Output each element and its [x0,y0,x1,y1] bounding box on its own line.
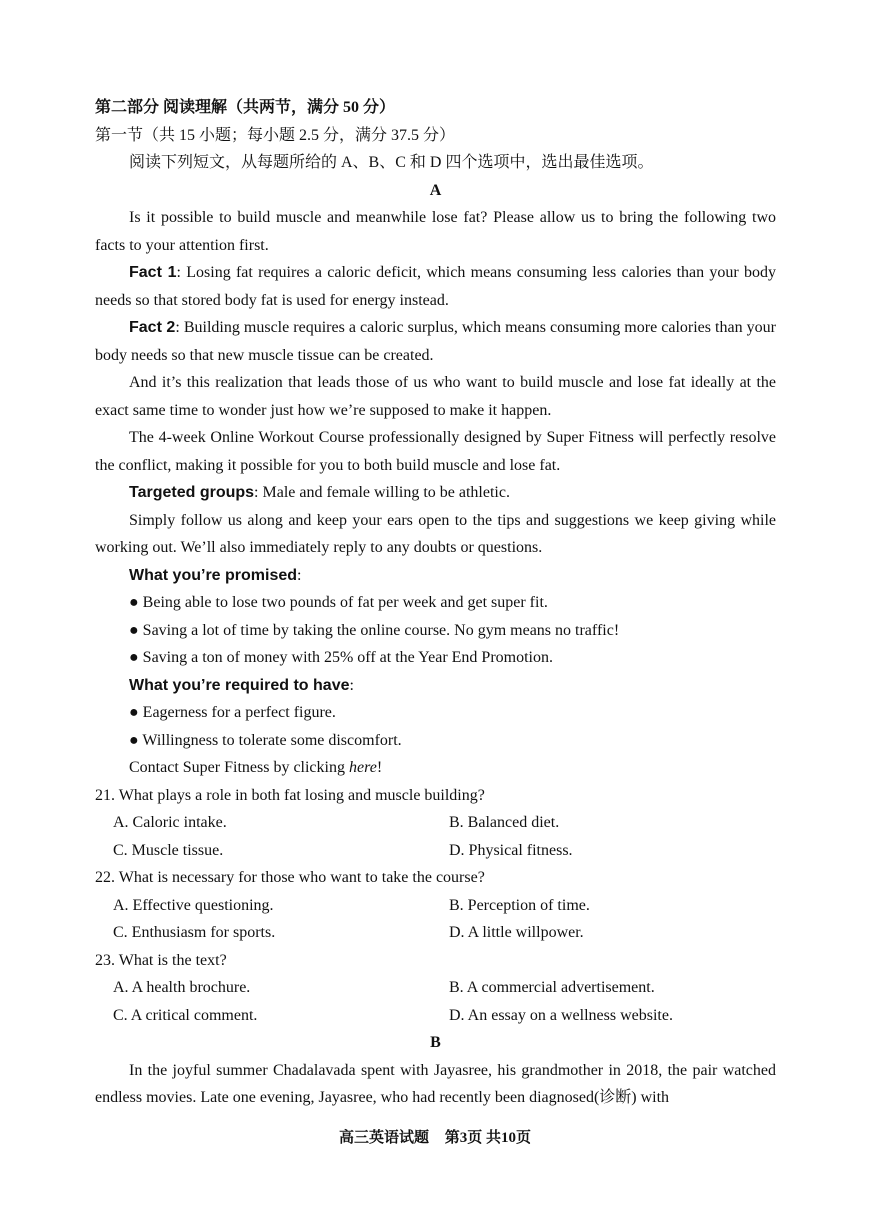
contact-end: ! [376,759,383,776]
fact-2-label: Fact 2 [129,319,176,336]
promised-colon: : [297,566,302,584]
option-d: D. Physical fitness. [449,841,573,859]
contact-line [95,754,776,782]
question-21-stem: 21. What plays a role in both fat losing and muscle building? [95,786,485,804]
promised-item: ● Saving a ton of money with 25% off at the Year End Promotion. [129,649,553,666]
required-item: ● Willingness to tolerate some discomfort. [129,731,402,749]
passage-a-para3: And it’s this realization that leads those of us who want to build muscle and lose fat ideally at the exact same time to wonder just how we’re supposed to make it happen. [95,374,776,419]
option-c: C. Muscle tissue. [113,841,224,859]
promised-item: ● Saving a lot of time by taking the online course. No gym means no traffic! [129,621,620,639]
question-23-options-row2 [95,1002,776,1030]
fact-1-label: Fact 1 [129,264,177,281]
option-b: B. Perception of time. [449,896,590,914]
option-a: A. A health brochure. [113,979,251,996]
option-a: A. Caloric intake. [113,814,227,831]
option-c: C. A critical comment. [113,1006,258,1024]
promised-item: ● Being able to lose two pounds of fat per week and get super fit. [129,594,548,611]
question-23-stem: 23. What is the text? [95,951,227,969]
fact-1-text: : Losing fat requires a caloric deficit, which means consuming less calories than your body needs so that stored body fat is used for energy instead. [95,264,777,309]
fact-2-text: : Building muscle requires a caloric surplus, which means consuming more calories than your body needs so that new muscle tissue can be created. [95,319,776,364]
fact-1-paragraph [95,259,776,314]
question-22-stem: 22. What is necessary for those who want to take the course? [95,869,485,886]
question-21-options-row2 [95,837,776,865]
option-b: B. A commercial advertisement. [449,979,655,996]
page-footer [0,1126,870,1147]
required-heading [95,672,776,700]
option-d: D. A little willpower. [449,924,584,941]
fact-2-paragraph [95,314,776,369]
targeted-groups-paragraph [95,479,776,507]
passage-a-heading: A [429,181,442,199]
section-title: 第二部分 阅读理解（共两节，满分 50 分） [95,99,396,116]
option-b: B. Balanced diet. [449,814,560,831]
option-d: D. An essay on a wellness website. [449,1006,673,1024]
question-21-options-row1 [95,809,776,837]
option-c: C. Enthusiasm for sports. [113,924,276,941]
question-22-options-row1 [95,892,776,920]
required-item: ● Eagerness for a perfect figure. [129,704,336,721]
promised-label: What you’re promised [129,566,298,584]
targeted-groups-text: : Male and female willing to be athletic. [254,484,510,501]
contact-text: Contact Super Fitness by clicking [129,759,349,776]
section-instruction: 阅读下列短文，从每题所给的 A、B、C 和 D 四个选项中，选出最佳选项。 [129,154,654,171]
promised-heading [95,562,776,590]
section-subtitle: 第一节（共 15 小题；每小题 2.5 分，满分 37.5 分） [95,126,456,144]
exam-page [95,94,776,1112]
passage-a-intro: Is it possible to build muscle and meanwhile lose fat? Please allow us to bring the following two facts to your attention first. [95,209,776,254]
targeted-groups-label: Targeted groups [129,484,255,501]
required-label: What you’re required to have [129,676,350,694]
passage-b-heading: B [430,1034,441,1051]
footer-subject: 高三英语试题 [338,1130,429,1146]
contact-link[interactable]: here [348,759,377,776]
question-23-options-row1 [95,974,776,1002]
footer-page-number: 第3页 共10页 [444,1130,532,1146]
option-a: A. Effective questioning. [113,896,274,914]
question-22-options-row2 [95,919,776,947]
passage-b-para1: In the joyful summer Chadalavada spent with Jayasree, his grandmother in 2018, the pair watched endless movies. Late one evening, Jayasree, who had recently been diagnosed(诊断) with [95,1061,776,1106]
required-colon: : [349,676,354,694]
passage-a-para5: Simply follow us along and keep your ears open to the tips and suggestions we keep giving while working out. We’ll also immediately reply to any doubts or questions. [95,511,776,556]
passage-a-para4: The 4-week Online Workout Course professionally designed by Super Fitness will perfectly resolve the conflict, making it possible for you to both build muscle and lose fat. [95,429,776,474]
